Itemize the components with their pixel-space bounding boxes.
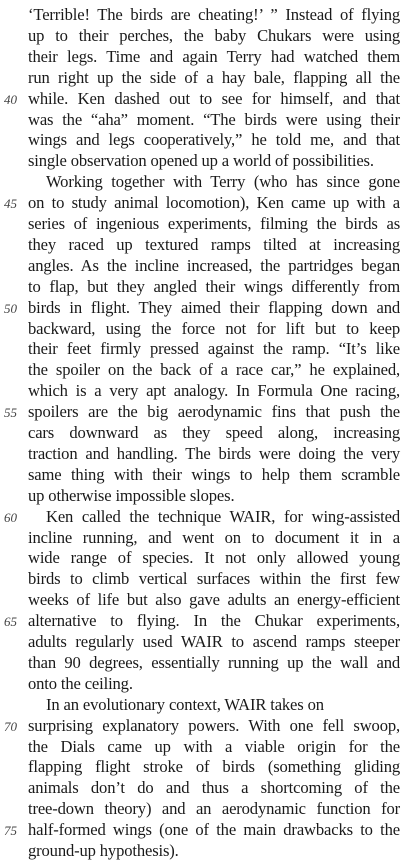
text-line: birds to climb vertical surfaces within the first few [28,569,400,589]
text-line: was the “aha” moment. “The birds were using their [28,109,400,129]
text-line: traction and handling. The birds were doing the very [28,443,400,463]
line-number: 70 [4,718,17,734]
text-line: single observation opened up a world of possibilities. [28,151,374,171]
line-number: 50 [4,300,17,316]
text-line: on to study animal locomotion), Ken came up with a [28,193,400,213]
text-line: cars downward as they speed along, increasing [28,423,400,442]
text-line: wide range of species. It not only allowed young [28,548,400,568]
line-number: 60 [4,509,17,525]
text-line: In an evolutionary context, WAIR takes on [46,694,324,714]
text-line: flapping flight stroke of birds (something gliding [28,757,400,777]
line-number: 55 [4,405,17,421]
text-line: angles. As the incline increased, the partridges began [28,255,400,275]
text-line: alternative to flying. In the Chukar experiments, [28,611,400,631]
text-line: they raced up textured ramps tilted at increasing [28,234,400,254]
text-line: series of ingenious experiments, filming the birds as [28,214,400,233]
text-line: the Dials came up with a viable origin for the [28,736,400,756]
text-line: same thing with their wings to help them scramble [28,464,400,484]
text-line: than 90 degrees, essentially running up the wall and [28,652,400,672]
text-line: their feet firmly pressed against the ramp. “It’s like [28,339,400,359]
text-line: to flap, but they angled their wings differently from [28,276,400,296]
text-line: Ken called the technique WAIR, for wing-assisted [46,506,400,526]
text-line: weeks of life but also gave adults an energy-efficient [28,590,400,610]
text-line: ground-up hypothesis). [28,841,179,860]
line-number: 45 [4,196,17,212]
text-line: ‘Terrible! The birds are cheating!’ ” Instead of flying [28,5,400,24]
text-line: onto the ceiling. [28,673,133,693]
text-line: adults regularly used WAIR to ascend ramps steeper [28,632,400,651]
line-number: 75 [4,823,17,839]
text-line: the spoiler on the back of a race car,” he explained, [28,360,400,380]
text-line: up to their perches, the baby Chukars were using [28,25,400,45]
text-line: birds in flight. They aimed their flapping down and [28,297,400,317]
text-line: Working together with Terry (who has since gone [46,172,400,192]
text-line: their legs. Time and again Terry had watched them [28,46,400,66]
text-line: which is a very apt analogy. In Formula One racing, [28,381,400,401]
line-number: 40 [4,91,17,107]
line-number: 65 [4,614,17,630]
text-line: incline running, and went on to document it in a [28,527,400,547]
text-line: up otherwise impossible slopes. [28,485,235,505]
text-line: tree-down theory) and an aerodynamic function for [28,799,400,819]
text-line: half-formed wings (one of the main drawbacks to the [28,820,400,840]
text-line: wings and legs cooperatively,” he told me, and that [28,130,400,150]
text-line: backward, using the force not for lift but to keep [28,318,400,338]
text-line: spoilers are the big aerodynamic fins that push the [28,402,400,422]
text-line: run right up the side of a hay bale, flapping all the [28,67,400,87]
text-line: animals don’t do and thus a shortcoming of the [28,778,400,798]
text-line: while. Ken dashed out to see for himself, and that [28,88,400,108]
text-line: surprising explanatory powers. With one fell swoop, [28,715,400,735]
